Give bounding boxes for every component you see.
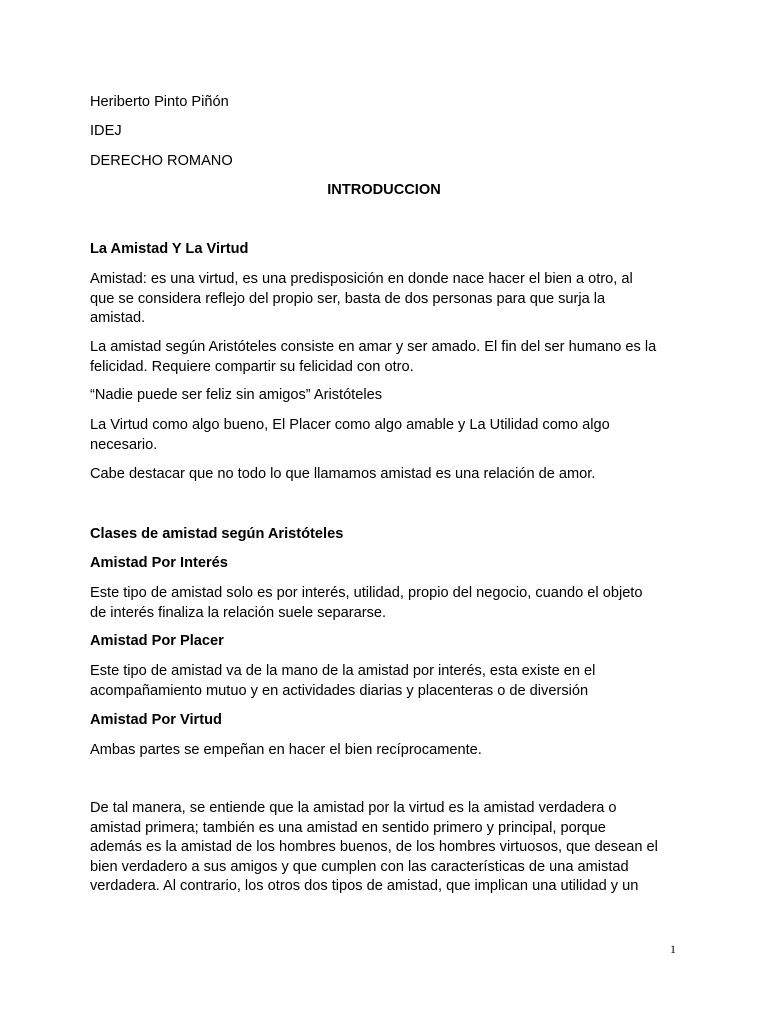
paragraph-aristoteles <box>90 338 690 377</box>
paragraph-placer <box>90 662 690 701</box>
institution: IDEJ <box>90 123 122 139</box>
paragraph-amistad-definition <box>90 270 690 329</box>
text-line: De tal manera, se entiende que la amistad por la virtud es la amistad verdadera o <box>90 800 617 816</box>
subheading-placer: Amistad Por Placer <box>90 633 224 649</box>
text-line: que se considera reflejo del propio ser, basta de dos personas para que surja la <box>90 290 606 307</box>
section-heading-amistad-virtud: La Amistad Y La Virtud <box>90 241 249 257</box>
text-line: amistad primera; también es una amistad en sentido primero y principal, porque <box>90 819 606 836</box>
text-line: necesario. <box>90 436 158 453</box>
paragraph-cabe-destacar: Cabe destacar que no todo lo que llamamos amistad es una relación de amor. <box>90 466 596 482</box>
subject: DERECHO ROMANO <box>90 153 233 169</box>
quote-aristoteles: “Nadie puede ser feliz sin amigos” Aristóteles <box>90 387 383 403</box>
text-line: bien verdadero a sus amigos y que cumplen con las características de una amistad <box>90 858 629 875</box>
text-line: de interés finaliza la relación suele separarse. <box>90 604 387 621</box>
text-line: Amistad: es una virtud, es una predisposición en donde nace hacer el bien a otro, al <box>90 271 633 287</box>
document-title: INTRODUCCION <box>327 182 441 198</box>
text-line: amistad. <box>90 310 146 326</box>
section-heading-clases: Clases de amistad según Aristóteles <box>90 526 344 542</box>
text-line: La Virtud como algo bueno, El Placer como algo amable y La Utilidad como algo <box>90 417 610 433</box>
text-line: acompañamiento mutuo y en actividades diarias y placenteras o de diversión <box>90 682 589 699</box>
paragraph-virtud-placer-utilidad <box>90 416 690 455</box>
text-line: La amistad según Aristóteles consiste en amar y ser amado. El fin del ser humano es la <box>90 339 657 355</box>
subheading-virtud: Amistad Por Virtud <box>90 712 222 728</box>
page-number: 1 <box>670 942 676 956</box>
subheading-interes: Amistad Por Interés <box>90 555 228 571</box>
paragraph-conclusion <box>90 799 690 897</box>
text-line: Este tipo de amistad solo es por interés, utilidad, propio del negocio, cuando el objeto <box>90 585 643 601</box>
author-name: Heriberto Pinto Piñón <box>90 94 229 110</box>
text-line: verdadera. Al contrario, los otros dos tipos de amistad, que implican una utilidad y un <box>90 878 639 894</box>
text-line: Este tipo de amistad va de la mano de la amistad por interés, esta existe en el <box>90 663 596 679</box>
paragraph-virtud: Ambas partes se empeñan en hacer el bien recíprocamente. <box>90 742 482 758</box>
text-line: además es la amistad de los hombres buenos, de los hombres virtuosos, que desean el <box>90 839 658 855</box>
text-line: felicidad. Requiere compartir su felicidad con otro. <box>90 358 414 375</box>
paragraph-interes <box>90 584 690 623</box>
